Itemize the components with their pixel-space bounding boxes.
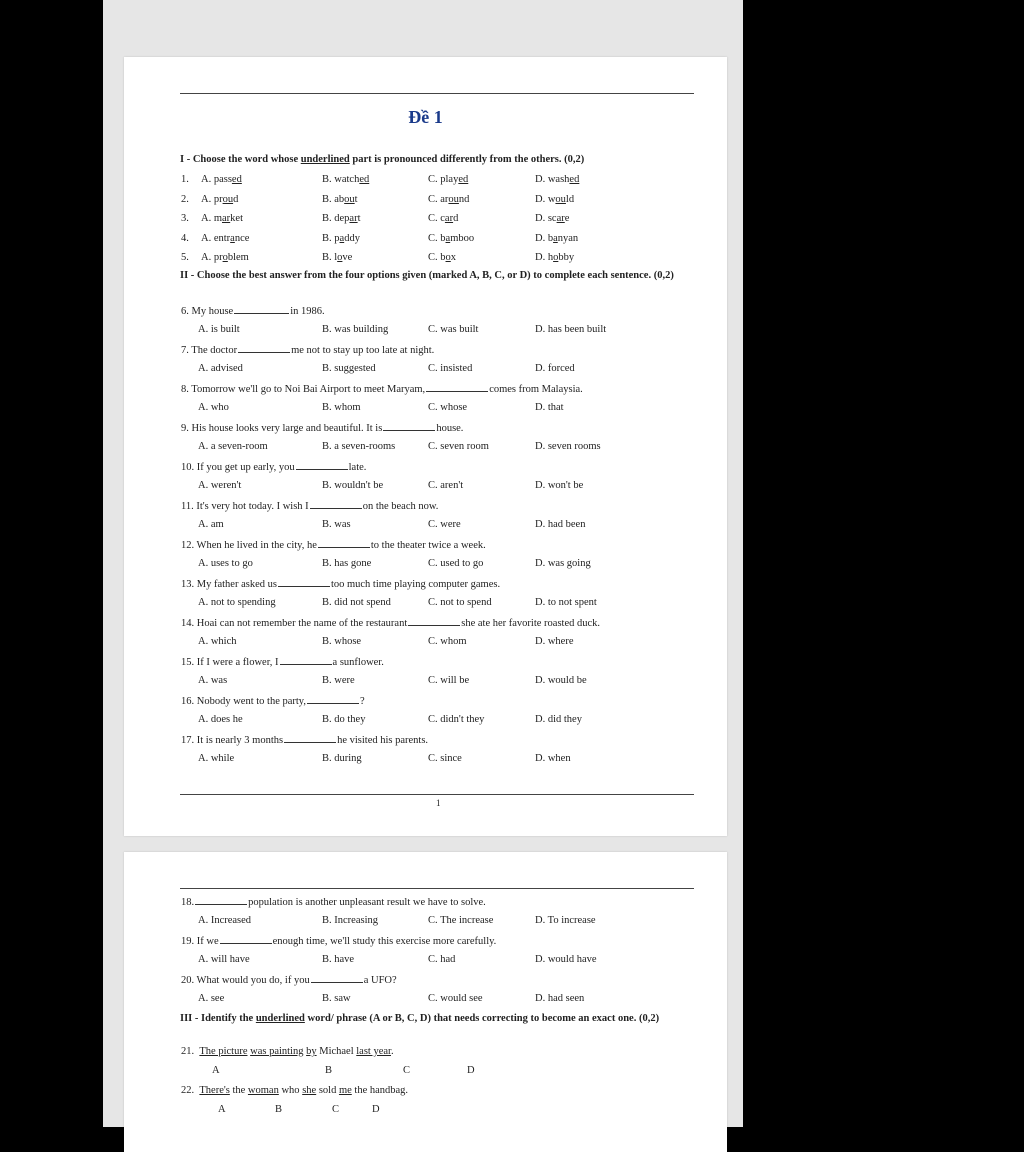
question-stem — [181, 694, 365, 708]
option-b: B. whom — [322, 401, 361, 413]
option-text: nce — [234, 232, 250, 244]
pron-option-c — [428, 213, 458, 225]
page-title: Đề 1 — [408, 107, 443, 127]
stem-text: 19. If we — [181, 936, 219, 947]
option-d: D. to not spent — [535, 596, 597, 608]
underlined-part: o — [553, 252, 559, 263]
option-text: D. w — [535, 193, 556, 205]
q21-label-c: C — [403, 1065, 411, 1076]
answer-blank — [238, 343, 290, 353]
option-text: d — [233, 193, 239, 205]
question-stem — [181, 343, 434, 357]
document-page-1 — [124, 57, 727, 836]
option-b: B. Increasing — [322, 914, 378, 926]
option-d: D. won't be — [535, 479, 584, 491]
option-c: C. was built — [428, 323, 479, 335]
stem-text: 6. My house — [181, 306, 234, 317]
question-stem — [181, 382, 583, 396]
answer-blank — [318, 538, 370, 548]
question-stem — [181, 538, 486, 552]
option-a: A. does he — [198, 713, 243, 725]
stem-text: 13. My father asked us — [181, 579, 277, 590]
option-d: D. forced — [535, 362, 575, 374]
stem-text: 20. What would you do, if you — [181, 975, 310, 986]
question-stem — [181, 616, 600, 630]
answer-blank — [307, 694, 359, 704]
pron-option-b — [322, 194, 358, 206]
option-b: B. during — [322, 752, 362, 764]
option-a: A. uses to go — [198, 557, 253, 569]
option-text: d — [453, 213, 459, 224]
pron-option-d — [535, 213, 569, 225]
answer-blank — [310, 499, 362, 509]
option-text: blem — [227, 252, 249, 263]
pron-item-number: 2. — [181, 193, 189, 205]
stem-text: late. — [348, 462, 367, 473]
option-b: B. have — [322, 953, 355, 965]
option-a: A. advised — [198, 362, 243, 374]
underlined-part: a — [339, 232, 345, 244]
question-stem — [181, 460, 366, 474]
option-b: B. did not spend — [322, 596, 391, 608]
underlined-part: o — [445, 252, 451, 263]
answer-blank — [280, 655, 332, 665]
answer-blank — [311, 973, 363, 983]
underlined-part: ou — [448, 193, 459, 205]
underlined-part: ed — [231, 174, 242, 185]
answer-blank — [383, 421, 435, 431]
question-stem — [181, 304, 325, 318]
option-d: D. would be — [535, 674, 587, 686]
option-b: B. suggested — [322, 362, 376, 374]
option-c: C. seven room — [428, 440, 489, 452]
option-text: B. dep — [322, 213, 350, 224]
stem-text: house. — [436, 423, 464, 434]
pron-item-number: 3. — [181, 213, 189, 224]
stem-text: to the theater twice a week. — [370, 540, 486, 551]
q21-label-d: D — [467, 1065, 475, 1076]
option-d: D. did they — [535, 713, 582, 725]
underlined-part: ou — [555, 193, 566, 205]
option-b: B. wouldn't be — [322, 479, 384, 491]
option-text: C. b — [428, 252, 446, 263]
underlined-part: a — [230, 232, 235, 244]
option-d: D. seven rooms — [535, 440, 601, 452]
stem-text: enough time, we'll study this exercise more carefully. — [272, 936, 497, 947]
option-text: D. b — [535, 232, 554, 244]
question-stem — [181, 577, 500, 591]
option-c: C. didn't they — [428, 713, 485, 725]
stem-text: ? — [360, 696, 365, 707]
option-c: C. whom — [428, 635, 467, 647]
underlined-part: ed — [458, 174, 469, 185]
option-text: C. ar — [428, 193, 449, 205]
option-c: C. had — [428, 953, 456, 965]
option-c: C. were — [428, 518, 461, 530]
question-stem — [181, 733, 428, 747]
option-text: A. pr — [201, 252, 223, 263]
option-a: A. who — [198, 401, 229, 413]
answer-blank — [278, 577, 330, 587]
pron-option-d — [535, 194, 574, 206]
pron-option-b — [322, 213, 361, 225]
option-text: ddy — [344, 232, 360, 244]
option-d: D. that — [535, 401, 564, 413]
stem-text: 7. The doctor — [181, 345, 238, 356]
option-c: C. insisted — [428, 362, 473, 374]
document-page-2 — [124, 852, 727, 1152]
answer-blank — [195, 895, 247, 905]
underlined-part: o — [222, 252, 228, 263]
option-text: mboo — [450, 232, 475, 244]
question-22: 22. There's the woman who she sold me the handbag. — [181, 1085, 409, 1096]
option-b: B. was building — [322, 323, 389, 335]
option-a: A. was — [198, 674, 228, 686]
stem-text: 18. — [181, 897, 195, 908]
option-d: D. would have — [535, 953, 597, 965]
underlined-part: ar — [349, 213, 358, 224]
q21-label-b: B — [325, 1065, 333, 1076]
stem-text: 12. When he lived in the city, he — [181, 540, 317, 551]
option-c: C. used to go — [428, 557, 484, 569]
option-d: D. had seen — [535, 992, 585, 1004]
section-1-heading: I - Choose the word whose underlined part is pronounced differently from the others. (0,2) — [180, 154, 585, 165]
option-text: ket — [230, 213, 243, 224]
option-text: D. wash — [535, 174, 570, 185]
option-c: C. whose — [428, 401, 468, 413]
q22-label-c: C — [332, 1104, 340, 1115]
option-text: bby — [558, 252, 575, 263]
answer-blank — [220, 934, 272, 944]
option-text: B. l — [322, 252, 338, 263]
section-2-heading: II - Choose the best answer from the four options given (marked A, B, C, or D) to complete each sentence. (0,2) — [180, 270, 674, 281]
underlined-part: o — [337, 252, 343, 263]
stem-text: population is another unpleasant result we have to solve. — [248, 897, 486, 908]
header-rule — [180, 888, 694, 889]
stem-text: 8. Tomorrow we'll go to Noi Bai Airport to meet Maryam, — [181, 384, 426, 395]
underlined-part: ed — [359, 174, 370, 185]
pron-option-b — [322, 252, 352, 264]
pron-option-a — [201, 174, 242, 186]
pron-option-a — [201, 252, 249, 264]
option-text: A. m — [201, 213, 222, 224]
pron-option-a — [201, 213, 243, 225]
underlined-part: a — [445, 232, 451, 244]
option-text: x — [450, 252, 457, 263]
option-a: A. weren't — [198, 479, 242, 491]
stem-text: a UFO? — [363, 975, 397, 986]
answer-blank — [234, 304, 289, 314]
option-c: C. not to spend — [428, 596, 492, 608]
pron-option-c — [428, 194, 469, 206]
option-text: A. entr — [201, 232, 231, 244]
option-a: A. while — [198, 752, 235, 764]
stem-text: me not to stay up too late at night. — [291, 345, 435, 356]
question-stem — [181, 934, 496, 948]
stem-text: comes from Malaysia. — [489, 384, 583, 395]
underlined-part: ar — [444, 213, 454, 224]
option-text: nyan — [557, 232, 579, 244]
underlined-part: ou — [344, 193, 355, 205]
option-text: ve — [342, 252, 353, 263]
option-text: nd — [458, 193, 470, 205]
option-text: ld — [565, 193, 575, 205]
section-3-heading: III - Identify the underlined word/ phrase (A or B, C, D) that needs correcting to become an exact one. (0,2) — [180, 1013, 660, 1024]
pron-option-c — [428, 174, 468, 186]
pron-option-a — [201, 194, 238, 206]
option-d: D. where — [535, 635, 574, 647]
option-a: A. a seven-room — [198, 440, 268, 452]
option-c: C. would see — [428, 992, 483, 1004]
option-a: A. which — [198, 635, 237, 647]
option-a: A. not to spending — [198, 596, 276, 608]
underlined-part: ed — [569, 174, 580, 185]
option-a: A. Increased — [198, 914, 252, 926]
stem-text: 9. His house looks very large and beautiful. It is — [181, 423, 383, 434]
pron-option-d — [535, 252, 574, 264]
option-a: A. will have — [198, 953, 250, 965]
option-d: D. had been — [535, 518, 586, 530]
option-text: D. h — [535, 252, 554, 263]
question-stem — [181, 421, 463, 435]
option-text: C. play — [428, 174, 459, 185]
answer-blank — [408, 616, 460, 626]
pron-option-c — [428, 252, 456, 264]
option-text: t — [357, 213, 361, 224]
q21-label-a: A — [212, 1065, 220, 1076]
option-c: C. since — [428, 752, 462, 764]
option-text: A. pr — [201, 193, 223, 205]
option-text: e — [564, 213, 570, 224]
stem-text: a sunflower. — [332, 657, 384, 668]
stem-text: 10. If you get up early, you — [181, 462, 295, 473]
option-text: C. c — [428, 213, 445, 224]
page-number: 1 — [436, 798, 441, 808]
option-b: B. do they — [322, 713, 366, 725]
option-a: A. am — [198, 518, 224, 530]
option-text: C. b — [428, 232, 446, 244]
q22-label-a: A — [218, 1104, 226, 1115]
question-stem — [181, 655, 384, 669]
option-c: C. will be — [428, 674, 470, 686]
option-text: B. watch — [322, 174, 360, 185]
stem-text: too much time playing computer games. — [330, 579, 501, 590]
stem-text: 16. Nobody went to the party, — [181, 696, 307, 707]
answer-blank — [284, 733, 336, 743]
option-b: B. saw — [322, 992, 351, 1004]
option-text: t — [354, 193, 358, 205]
stem-text: 15. If I were a flower, I — [181, 657, 279, 668]
header-rule — [180, 93, 694, 94]
answer-blank — [296, 460, 348, 470]
option-a: A. see — [198, 992, 225, 1004]
option-d: D. To increase — [535, 914, 596, 926]
pron-option-b — [322, 174, 369, 186]
question-21: 21. The picture was painting by Michael last year. — [181, 1046, 394, 1057]
question-stem — [181, 499, 438, 513]
stem-text: he visited his parents. — [337, 735, 429, 746]
underlined-part: ar — [222, 213, 231, 224]
option-c: C. aren't — [428, 479, 464, 491]
underlined-part: ar — [556, 213, 565, 224]
option-d: D. when — [535, 752, 571, 764]
stem-text: on the beach now. — [362, 501, 439, 512]
option-b: B. a seven-rooms — [322, 440, 396, 452]
underlined-part: ou — [222, 193, 234, 205]
option-b: B. was — [322, 518, 351, 530]
option-b: B. whose — [322, 635, 362, 647]
option-b: B. were — [322, 674, 355, 686]
option-c: C. The increase — [428, 914, 494, 926]
pron-option-d — [535, 174, 579, 186]
pron-option-a — [201, 233, 249, 245]
answer-blank — [426, 382, 488, 392]
q22-label-d: D — [372, 1104, 380, 1115]
option-text: D. sc — [535, 213, 557, 224]
stem-text: 11. It's very hot today. I wish I — [181, 501, 309, 512]
underlined-part: a — [553, 232, 558, 244]
option-b: B. has gone — [322, 557, 372, 569]
option-d: D. was going — [535, 557, 591, 569]
option-d: D. has been built — [535, 323, 607, 335]
question-stem — [181, 895, 486, 909]
q22-label-b: B — [275, 1104, 283, 1115]
option-text: B. p — [322, 232, 340, 244]
pron-option-c — [428, 233, 474, 245]
footer-rule — [180, 794, 694, 795]
option-a: A. is built — [198, 323, 240, 335]
option-text: A. pass — [201, 174, 232, 185]
pron-option-b — [322, 233, 360, 245]
pron-option-d — [535, 233, 578, 245]
stem-text: 17. It is nearly 3 months — [181, 735, 284, 746]
option-text: B. ab — [322, 193, 345, 205]
stem-text: in 1986. — [290, 306, 325, 317]
stem-text: 14. Hoai can not remember the name of the restaurant — [181, 618, 408, 629]
pron-item-number: 4. — [181, 232, 189, 244]
question-stem — [181, 973, 397, 987]
stem-text: she ate her favorite roasted duck. — [461, 618, 601, 629]
pron-item-number: 5. — [181, 252, 189, 263]
pron-item-number: 1. — [181, 174, 189, 185]
